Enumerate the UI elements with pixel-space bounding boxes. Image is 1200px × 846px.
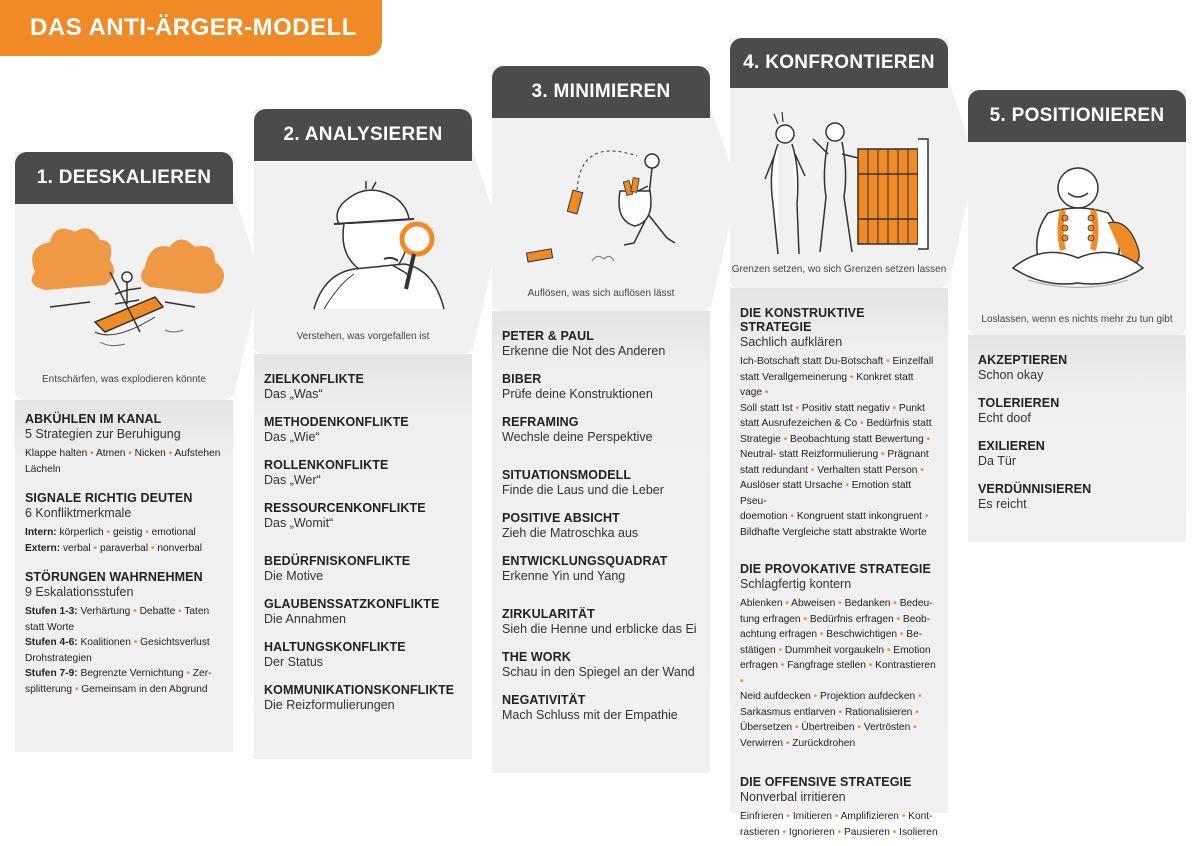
section-subtitle: Schau in den Spiegel an der Wand [502, 665, 695, 679]
detail-line: statt Verallgemeinerung • Konkret statt vage • [740, 371, 914, 398]
section-subtitle: Die Annahmen [264, 612, 347, 626]
step-header: 2. ANALYSIEREN [254, 109, 472, 161]
section-subtitle: Wechsle deine Perspektive [502, 430, 653, 444]
section-details [740, 809, 938, 840]
section-offensive-strategie [740, 775, 938, 840]
step-body [254, 354, 472, 759]
section-heading: METHODENKONFLIKTE [264, 415, 409, 429]
step-header: 4. KONFRONTIEREN [730, 38, 948, 88]
step-caption: Auflösen, was sich auflösen lässt [527, 288, 675, 299]
detail-line: Stufen 1-3: Verhärtung • Debatte • Taten [25, 606, 210, 617]
detail-line: Neutral- statt Reizformulierung • Prägnant [740, 449, 929, 460]
section-heading: DIE OFFENSIVE STRATEGIE [740, 775, 912, 789]
section-haltungskonflikte [264, 640, 462, 669]
section-subtitle: Sieh die Henne und erblicke das Ei [502, 622, 697, 636]
step-header: 5. POSITIONIEREN [968, 90, 1186, 142]
section-heading: HALTUNGSKONFLIKTE [264, 640, 406, 654]
detective-illustration-icon [254, 169, 472, 329]
section-subtitle: Echt doof [978, 411, 1031, 425]
detail-line: Extern: verbal • paraverbal • nonverbal [25, 542, 203, 554]
section-heading: AKZEPTIEREN [978, 353, 1068, 367]
section-details [25, 604, 223, 697]
section-subtitle: Finde die Laus und die Leber [502, 483, 664, 497]
section-stoerungen [25, 570, 223, 697]
step-body [492, 311, 710, 773]
column-positionieren [968, 90, 1186, 542]
step-caption: Entschärfen, was explodieren könnte [42, 374, 206, 385]
detail-line: Sarkasmus entlarven • Rationalisieren • [740, 706, 919, 718]
section-details [740, 354, 938, 540]
section-reframing [502, 415, 700, 444]
detail-line: statt redundant • Verhalten statt Person • [740, 464, 924, 476]
detail-line: Drohstrategien [25, 652, 92, 664]
detail-line: tung erfragen • Bedürfnis erfragen • Beob- [740, 613, 931, 625]
gate-confrontation-illustration-icon [730, 94, 948, 262]
section-biber [502, 372, 700, 401]
section-subtitle: Die Motive [264, 569, 324, 583]
canoe-illustration-icon [15, 212, 233, 372]
detail-line: Verwirren • Zurückdrohen [740, 737, 856, 749]
section-heading: ZIRKULARITÄT [502, 607, 595, 621]
step-caption: Verstehen, was vorgefallen ist [296, 331, 430, 342]
section-heading: THE WORK [502, 650, 571, 664]
brick-thrower-illustration-icon [492, 126, 710, 286]
section-rollenkonflikte [264, 458, 462, 487]
section-glaubenssatzkonflikte [264, 597, 462, 626]
section-subtitle: Mach Schluss mit der Empathie [502, 708, 678, 722]
section-subtitle: Das „Was“ [264, 387, 323, 401]
section-konstruktive-strategie [740, 306, 938, 540]
section-ressourcenkonflikte [264, 501, 462, 530]
section-positive-absicht [502, 511, 700, 540]
section-subtitle: Die Reizformulierungen [264, 698, 395, 712]
section-provokative-strategie [740, 562, 938, 751]
section-heading: ROLLENKONFLIKTE [264, 458, 389, 472]
section-heading: DIE PROVOKATIVE STRATEGIE [740, 562, 931, 576]
section-subtitle: Das „Wer“ [264, 473, 321, 487]
section-subtitle: 5 Strategien zur Beruhigung [25, 427, 181, 441]
section-beduerfniskonflikte [264, 554, 462, 583]
section-subtitle: Nonverbal irritieren [740, 790, 846, 804]
section-heading: PETER & PAUL [502, 329, 594, 343]
step-header: 1. DEESKALIEREN [15, 152, 233, 204]
section-tolerieren [978, 396, 1176, 425]
section-heading: REFRAMING [502, 415, 579, 429]
section-signale [25, 491, 223, 556]
detail-line: doemotion • Kongruent statt inkongruent • [740, 511, 929, 522]
section-details [25, 525, 223, 556]
section-heading: KOMMUNIKATIONSKONFLIKTE [264, 683, 455, 697]
detail-line: Ablenken • Abweisen • Bedanken • Bedeu- [740, 598, 933, 609]
column-konfrontieren [730, 38, 948, 838]
detail-line: Stufen 4-6: Koalitionen • Gesichtsverlust [25, 637, 210, 648]
section-zielkonflikte [264, 372, 462, 401]
detail-line: statt Ausrufezeichen & Co • Bedürfnis statt [740, 418, 932, 429]
step-body [730, 288, 948, 838]
section-heading: RESSOURCENKONFLIKTE [264, 501, 426, 515]
section-negativitaet [502, 693, 700, 722]
section-heading: GLAUBENSSATZKONFLIKTE [264, 597, 440, 611]
section-heading: VERDÜNNISIEREN [978, 482, 1092, 496]
section-peter-paul [502, 329, 700, 358]
section-heading: SITUATIONSMODELL [502, 468, 632, 482]
section-heading: ZIELKONFLIKTE [264, 372, 364, 386]
section-subtitle: Erkenne Yin und Yang [502, 569, 626, 583]
section-subtitle: 9 Eskalationsstufen [25, 585, 134, 599]
section-exilieren [978, 439, 1176, 468]
section-subtitle: Zieh die Matroschka aus [502, 526, 639, 540]
section-heading: STÖRUNGEN WAHRNEHMEN [25, 570, 203, 584]
section-situationsmodell [502, 468, 700, 497]
meditating-buddha-illustration-icon [968, 148, 1186, 308]
section-abkuehlen [25, 412, 223, 477]
section-subtitle: Prüfe deine Konstruktionen [502, 387, 653, 401]
section-details [25, 446, 223, 477]
section-heading: TOLERIEREN [978, 396, 1060, 410]
section-heading: BEDÜRFNISKONFLIKTE [264, 554, 411, 568]
section-verduennisieren [978, 482, 1176, 511]
detail-line: Lächeln [25, 463, 61, 475]
detail-line: Auslöser statt Ursache • Emotion statt Pseu- [740, 480, 912, 507]
step-body [968, 335, 1186, 542]
section-subtitle: Es reicht [978, 497, 1027, 511]
step-body [15, 400, 233, 752]
section-subtitle: Schon okay [978, 368, 1044, 382]
section-heading: POSITIVE ABSICHT [502, 511, 620, 525]
detail-line: stätigen • Dummheit vorgaukeln • Emotion [740, 644, 931, 656]
detail-line: erfragen • Fangfrage stellen • Kontrastieren • [740, 660, 936, 687]
section-akzeptieren [978, 353, 1176, 382]
section-subtitle: 6 Konfliktmerkmale [25, 506, 132, 520]
step-header: 3. MINIMIEREN [492, 66, 710, 118]
detail-line: Strategie • Beobachtung statt Bewertung • [740, 433, 931, 445]
section-subtitle: Sachlich aufklären [740, 335, 843, 349]
step-caption: Loslassen, wenn es nichts mehr zu tun gibt [981, 314, 1173, 325]
section-details [740, 596, 938, 751]
section-subtitle: Das „Wie“ [264, 430, 320, 444]
detail-line: Übersetzen • Übertreiben • Vertrösten • [740, 722, 917, 733]
section-heading: EXILIEREN [978, 439, 1045, 453]
detail-line: Ich-Botschaft statt Du-Botschaft • Einzelfall [740, 356, 934, 367]
section-subtitle: Da Tür [978, 454, 1016, 468]
detail-line: rastieren • Ignorieren • Pausieren • Isolieren [740, 826, 938, 838]
section-heading: ABKÜHLEN IM KANAL [25, 412, 162, 426]
section-subtitle: Erkenne die Not des Anderen [502, 344, 666, 358]
detail-line: Klappe halten • Atmen • Nicken • Aufstehen [25, 448, 221, 459]
section-subtitle: Schlagfertig kontern [740, 577, 852, 591]
page-title: DAS ANTI-ÄRGER-MODELL [0, 0, 382, 56]
section-methodenkonflikte [264, 415, 462, 444]
detail-line: statt Worte [25, 621, 75, 633]
detail-line: achtung erfragen • Beschwichtigen • Be- [740, 629, 923, 640]
section-heading: BIBER [502, 372, 542, 386]
section-the-work [502, 650, 700, 679]
column-analysieren [254, 109, 472, 759]
detail-line: Stufen 7-9: Begrenzte Vernichtung • Zer- [25, 668, 212, 679]
detail-line: Intern: körperlich • geistig • emotional [25, 527, 196, 538]
section-heading: NEGATIVITÄT [502, 693, 586, 707]
section-zirkularitaet [502, 607, 700, 636]
column-minimieren [492, 66, 710, 773]
detail-line: Soll statt Ist • Positiv statt negativ • Punkt [740, 402, 925, 414]
column-deeskalieren [15, 152, 233, 752]
detail-line: splitterung • Gemeinsam in den Abgrund [25, 683, 208, 695]
section-kommunikationskonflikte [264, 683, 462, 712]
section-entwicklungsquadrat [502, 554, 700, 583]
detail-line: Neid aufdecken • Projektion aufdecken • [740, 691, 922, 702]
section-heading: ENTWICKLUNGSQUADRAT [502, 554, 668, 568]
detail-line: Bildhafte Vergleiche statt abstrakte Worte [740, 526, 927, 538]
step-caption: Grenzen setzen, wo sich Grenzen setzen lassen [731, 264, 947, 275]
section-subtitle: Das „Womit“ [264, 516, 334, 530]
section-heading: SIGNALE RICHTIG DEUTEN [25, 491, 193, 505]
detail-line: Einfrieren • Imitieren • Amplifizieren • Kont- [740, 811, 933, 822]
section-heading: DIE KONSTRUKTIVE STRATEGIE [740, 306, 865, 334]
section-subtitle: Der Status [264, 655, 324, 669]
